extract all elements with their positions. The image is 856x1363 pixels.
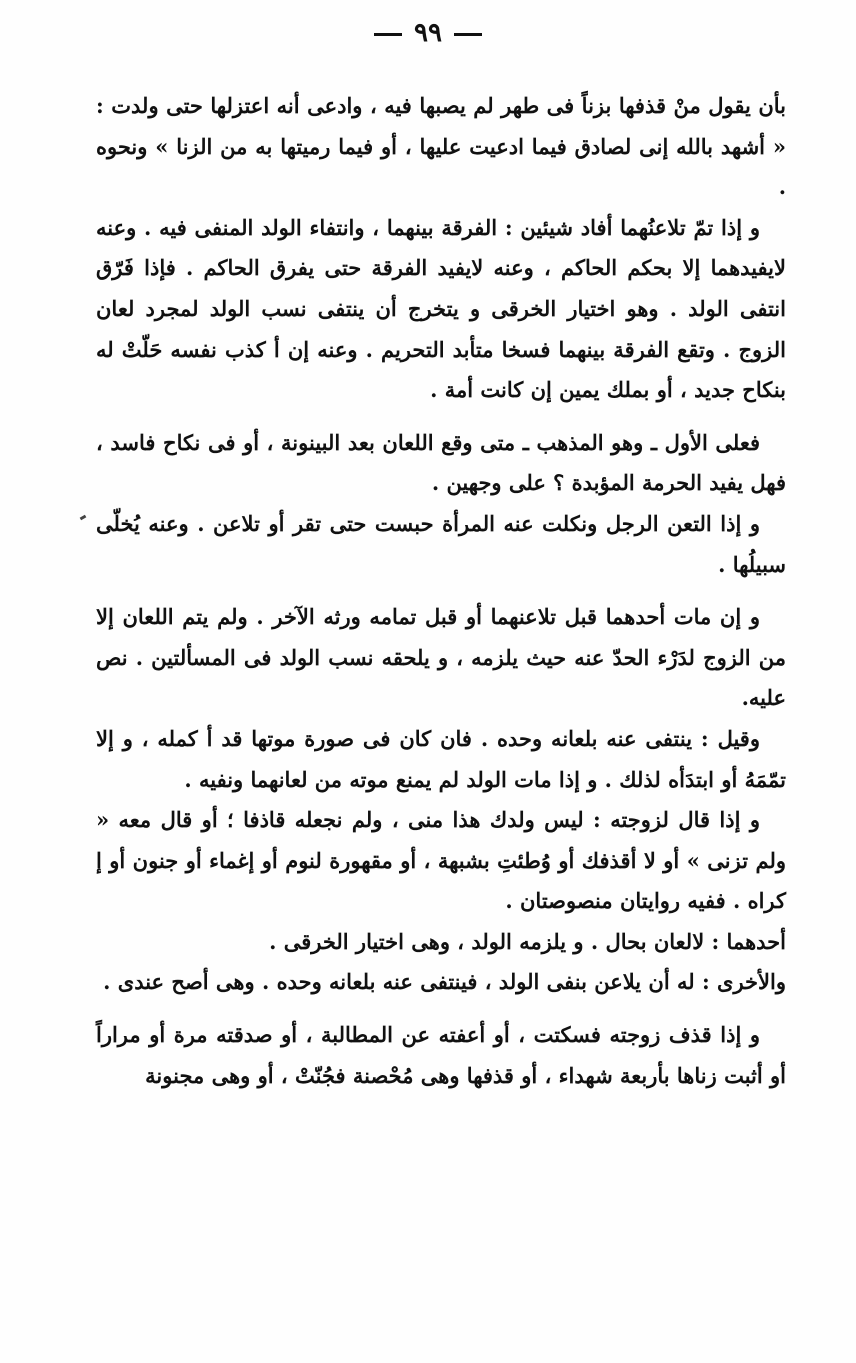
page-body (96, 86, 786, 1096)
page-header (0, 18, 856, 48)
paragraph-gap (96, 1003, 786, 1015)
paragraph-qadhf-oath: بأن يقول منْ قذفها بزناً فى طهر لم يصبها فيه ، وادعى أنه اعتزلها حتى ولدت : « أشهد بالله إنى لصادق فيما ادعيت عليها ، أو فيما رميتها به من الزنا » ونحوه . (96, 93, 786, 200)
paragraph-gap (96, 585, 786, 597)
paragraph-silent-wife: و إذا قذف زوجته فسكتت ، أو أعفته عن المطالبة ، أو صدقته مرة أو مراراً أو أثبت زناها بأربعة شهداء ، أو قذفها وهى مُحْصنة فجُنّتْ ، أو وهى مجنونة (96, 1022, 786, 1088)
paragraph-alternative-view: وقيل : ينتفى عنه بلعانه وحده . فان كان فى صورة موتها قد أ كمله ، و إلا تمّمَهُ أو ابتدَأه لذلك . و إذا مات الولد لم يمنع موته من لعانهما ونفيه . (96, 725, 786, 792)
header-right-dash (454, 33, 482, 36)
paragraph-wife-refuses: و إذا التعن الرجل ونكلت عنه المرأة حبست حتى تقر أو تلاعن . وعنه يُخلّى سبيلُها . (96, 510, 786, 577)
paragraph-death-before-lian: و إن مات أحدهما قبل تلاعنهما أو قبل تمامه ورثه الآخر . ولم يتم اللعان إلا من الزوج لدَرْء الحدّ عنه حيث يلزمه ، و يلحقه نسب الولد فى المسألتين . نص عليه. (96, 604, 786, 711)
paragraph-denial-of-child: و إذا قال لزوجته : ليس ولدك هذا منى ، ولم نجعله قاذفا ؛ أو قال معه « ولم تزنى » أو لا أقذفك أو وُطئتِ بشبهة ، أو مقهورة لنوم أو إغماء أو جنون أو إ كراه . ففيه روايتان منصوصتان . (96, 807, 786, 914)
paragraph-first-opinion: فعلى الأول ـ وهو المذهب ـ متى وقع اللعان بعد البينونة ، أو فى نكاح فاسد ، فهل يفيد الحرمة المؤبدة ؟ على وجهين . (96, 429, 786, 496)
paragraph-second-narration: والأخرى : له أن يلاعن بنفى الولد ، فينتفى عنه بلعانه وحده . وهى أصح عندى . (103, 969, 786, 995)
paragraph-first-narration: أحدهما : لالعان بحال . و يلزمه الولد ، وهى اختيار الخرقى . (269, 928, 786, 954)
paragraph-effects-of-lian: و إذا تمّ تلاعنُهما أفاد شيئين : الفرقة بينهما ، وانتفاء الولد المنفى فيه . وعنه لايفيدهما إلا بحكم الحاكم ، وعنه لايفيد الفرقة حتى يفرق الحاكم . فإذا فَرّق انتفى الولد . وهو اختيار الخرقى و يتخرج أن ينتفى نسب الولد لمجرد لعان الزوج . وتقع الفرقة بينهما فسخا متأبد التحريم . وعنه إن أ كذب نفسه حَلّتْ له بنكاح جديد ، أو بملك يمين إن كانت أمة . (96, 214, 786, 403)
paragraph-gap (96, 411, 786, 423)
page-number: ٩٩ (414, 18, 442, 48)
scan-speck (80, 515, 87, 521)
header-left-dash (374, 33, 402, 36)
